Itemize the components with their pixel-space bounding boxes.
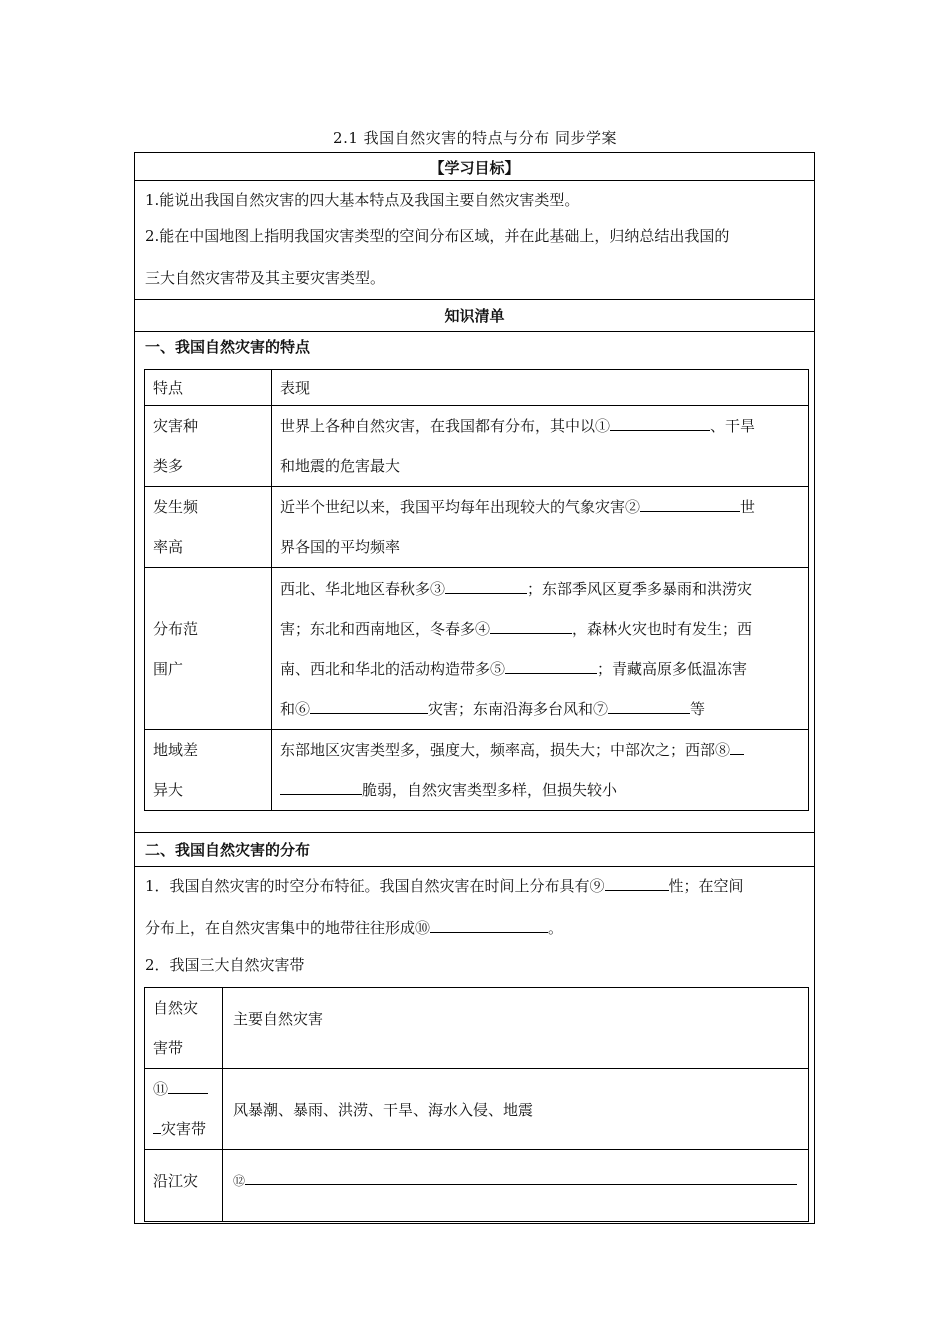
row-text: 南、西北和华北的活动构造带多⑤ <box>280 659 506 678</box>
document-title: 2.1 我国自然灾害的特点与分布 同步学案 <box>333 129 617 147</box>
fill-blank-4[interactable] <box>490 619 572 634</box>
row-text: ，森林火灾也时有发生；西 <box>572 619 753 638</box>
belt-label: 灾害带 <box>161 1120 207 1138</box>
fill-blank-12[interactable] <box>245 1170 797 1185</box>
table-header-row <box>145 370 809 406</box>
belt-label: 沿江灾 <box>145 1150 223 1222</box>
row-text: 等 <box>690 699 706 718</box>
fill-blank-7[interactable] <box>608 699 690 714</box>
row-text: ；青藏高原多低温冻害 <box>597 659 748 678</box>
header-main-disasters: 主要自然灾害 <box>223 988 809 1069</box>
fill-blank-1[interactable] <box>610 416 710 431</box>
row-text: 世界上各种自然灾害，在我国都有分布，其中以① <box>280 417 611 435</box>
feature-label: 围广 <box>153 659 184 678</box>
fill-blank-10[interactable] <box>430 918 548 933</box>
fill-blank-8[interactable] <box>730 740 744 755</box>
row-text: 和地震的危害最大 <box>280 457 401 475</box>
row-text: 脆弱，自然灾害类型多样，但损失较小 <box>362 781 618 799</box>
disaster-belts-table <box>144 987 809 1222</box>
feature-label: 灾害种 <box>153 417 199 435</box>
row-text: 界各国的平均频率 <box>280 538 401 556</box>
feature-label: 率高 <box>153 538 184 556</box>
header-manifestation: 表现 <box>272 370 809 406</box>
fill-blank-2[interactable] <box>640 497 740 512</box>
table-row <box>145 730 809 811</box>
row-text: 西北、华北地区春秋多③ <box>280 579 446 598</box>
row-text: 、干旱 <box>710 417 756 435</box>
fill-blank-6[interactable] <box>310 699 428 714</box>
table-row <box>145 1150 809 1222</box>
objective-2-line-2: 三大自然灾害带及其主要灾害类型。 <box>145 269 386 287</box>
section-2-paragraph-1-cont: 分布上，在自然灾害集中的地带往往形成⑩ 。 <box>145 919 564 937</box>
section-2-paragraph-1: 1．我国自然灾害的时空分布特征。我国自然灾害在时间上分布具有⑨ 性；在空间 <box>145 877 744 895</box>
fill-blank-3[interactable] <box>445 579 527 594</box>
section-2-heading: 二、我国自然灾害的分布 <box>145 841 311 859</box>
table-row <box>145 487 809 568</box>
feature-label: 分布范 <box>153 619 199 638</box>
table-row <box>145 1069 809 1150</box>
row-text: 和⑥ <box>280 699 311 718</box>
feature-label: 异大 <box>153 781 184 799</box>
row-text: 灾害；东南沿海多台风和⑦ <box>428 699 609 718</box>
section-2-paragraph-2: 2．我国三大自然灾害带 <box>145 956 305 974</box>
divider <box>135 866 814 867</box>
row-text: 近半个世纪以来，我国平均每年出现较大的气象灾害② <box>280 498 641 516</box>
feature-label: 发生频 <box>153 498 199 516</box>
features-table <box>144 369 809 811</box>
objective-1: 1.能说出我国自然灾害的四大基本特点及我国主要自然灾害类型。 <box>145 191 580 209</box>
table-row <box>145 406 809 487</box>
belt-disasters: 风暴潮、暴雨、洪涝、干旱、海水入侵、地震 <box>223 1069 809 1150</box>
objectives-heading: 【学习目标】 <box>429 159 520 177</box>
row-text: 东部地区灾害类型多，强度大，频率高，损失大；中部次之；西部⑧ <box>280 741 731 759</box>
row-text: 害；东北和西南地区，冬春多④ <box>280 619 491 638</box>
circled-12: ⑫ <box>233 1174 246 1188</box>
divider <box>135 299 814 300</box>
header-belt: 自然灾 <box>153 999 199 1017</box>
fill-blank-8-cont[interactable] <box>280 780 362 795</box>
fill-blank-5[interactable] <box>505 659 597 674</box>
knowledge-heading: 知识清单 <box>444 307 505 325</box>
objective-2-line-1: 2.能在中国地图上指明我国灾害类型的空间分布区域，并在此基础上，归纳总结出我国的 <box>145 227 730 245</box>
circled-11: ⑪ <box>153 1080 169 1098</box>
row-text: 世 <box>740 498 756 516</box>
table-row <box>145 568 809 730</box>
header-feature: 特点 <box>145 370 272 406</box>
feature-label: 地域差 <box>153 741 199 759</box>
divider <box>135 832 814 833</box>
section-1-heading: 一、我国自然灾害的特点 <box>145 338 311 356</box>
divider <box>135 331 814 332</box>
feature-label: 类多 <box>153 457 184 475</box>
fill-blank-11[interactable] <box>168 1079 208 1094</box>
header-belt: 害带 <box>153 1039 184 1057</box>
table-header-row <box>145 988 809 1069</box>
worksheet-frame <box>134 152 815 1224</box>
divider <box>135 180 814 181</box>
fill-blank-9[interactable] <box>605 876 669 891</box>
fill-blank-11-cont[interactable] <box>153 1119 161 1134</box>
row-text: ；东部季风区夏季多暴雨和洪涝灾 <box>527 579 753 598</box>
